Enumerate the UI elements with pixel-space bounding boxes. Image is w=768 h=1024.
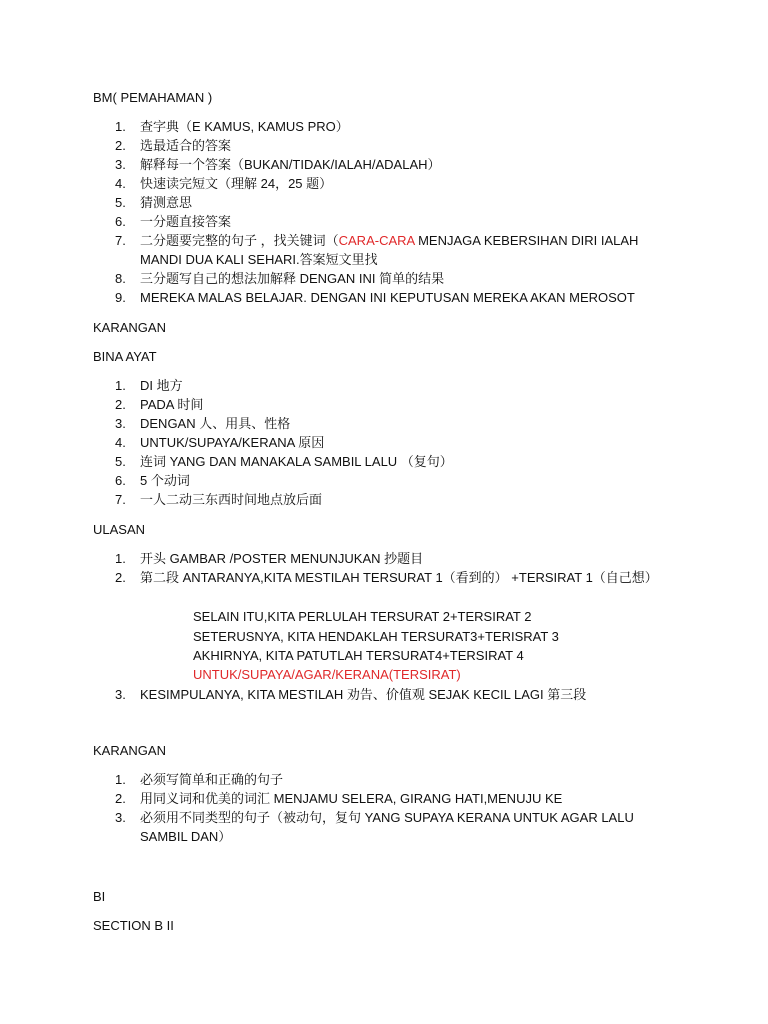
list-text: 查字典（E KAMUS, KAMUS PRO） [140, 119, 349, 134]
list-item [93, 174, 683, 193]
list-number: 6. [115, 214, 126, 229]
list-number: 4. [115, 176, 126, 191]
list-item [93, 490, 683, 509]
list-item [93, 770, 683, 789]
list-text: MEREKA MALAS BELAJAR. DENGAN INI KEPUTUSAN MEREKA AKAN MEROSOT [140, 290, 635, 305]
list-number: 7. [115, 492, 126, 507]
list-number: 1. [115, 551, 126, 566]
list-bm-pemahaman [93, 117, 683, 307]
heading-ulasan: ULASAN [93, 522, 146, 537]
list-number: 6. [115, 473, 126, 488]
list-item [93, 288, 683, 307]
list-number: 2. [115, 791, 126, 806]
list-item [93, 193, 683, 212]
list-item [93, 155, 683, 174]
list-item [93, 395, 683, 414]
list-item [93, 376, 683, 395]
list-item [93, 808, 683, 846]
list-number: 3. [115, 687, 126, 702]
list-text: 二分题要完整的句子 ，找关键词（ [140, 233, 339, 248]
list-text: PADA 时间 [140, 397, 204, 412]
list-item [93, 117, 683, 136]
list-number: 9. [115, 290, 126, 305]
list-text: 三分题写自己的想法加解释 DENGAN INI 简单的结果 [140, 271, 445, 286]
list-number: 3. [115, 157, 126, 172]
list-item [93, 231, 683, 269]
heading-bm-pemahaman: BM( PEMAHAMAN ) [93, 90, 213, 105]
list-number: 8. [115, 271, 126, 286]
list-text: 选最适合的答案 [140, 138, 232, 153]
list-number: 1. [115, 119, 126, 134]
list-item [93, 269, 683, 288]
list-text: DI 地方 [140, 378, 183, 393]
list-number: 3. [115, 810, 126, 825]
list-item [93, 212, 683, 231]
list-text: 快速读完短文（理解 24，25 题） [140, 176, 333, 191]
list-item [93, 433, 683, 452]
list-ulasan [93, 549, 683, 587]
list-number: 5. [115, 454, 126, 469]
list-text: 解释每一个答案（BUKAN/TIDAK/IALAH/ADALAH） [140, 157, 441, 172]
list-item [93, 414, 683, 433]
list-text: 一分题直接答案 [140, 214, 232, 229]
list-ulasan-conclusion [93, 685, 683, 704]
list-text: MENJAGA KEBERSIHAN DIRI IALAH MANDI DUA KALI SEHARI.答案短文里找 [140, 233, 639, 267]
list-text: 5 个动词 [140, 473, 190, 488]
list-number: 2. [115, 138, 126, 153]
ulasan-sub-line-highlight: UNTUK/SUPAYA/AGAR/KERANA(TERSIRAT) [193, 667, 461, 682]
heading-karangan-2: KARANGAN [93, 743, 166, 758]
list-text: UNTUK/SUPAYA/KERANA 原因 [140, 435, 325, 450]
list-number: 1. [115, 772, 126, 787]
list-item [93, 685, 683, 704]
list-item [93, 471, 683, 490]
heading-bi: BI [93, 889, 106, 904]
ulasan-sub-line: AKHIRNYA, KITA PATUTLAH TERSURAT4+TERSIRAT 4 [193, 648, 524, 663]
list-number: 3. [115, 416, 126, 431]
list-text: KESIMPULANYA, KITA MESTILAH 劝告、价值观 SEJAK KECIL LAGI 第三段 [140, 687, 587, 702]
list-number: 1. [115, 378, 126, 393]
list-text: 必须用不同类型的句子（被动句，复句 YANG SUPAYA KERANA UNTUK AGAR LALU SAMBIL DAN） [140, 810, 634, 844]
list-number: 2. [115, 397, 126, 412]
list-text: 用同义词和优美的词汇 MENJAMU SELERA, GIRANG HATI,MENUJU KE [140, 791, 563, 806]
list-number: 4. [115, 435, 126, 450]
ulasan-sub-line: SETERUSNYA, KITA HENDAKLAH TERSURAT3+TERISRAT 3 [193, 629, 559, 644]
list-text: 开头 GAMBAR /POSTER MENUNJUKAN 抄题目 [140, 551, 424, 566]
list-text: 必须写简单和正确的句子 [140, 772, 284, 787]
list-text: 第二段 ANTARANYA,KITA MESTILAH TERSURAT 1（看到的） +TERSIRAT 1（自己想） [140, 570, 658, 585]
list-item [93, 549, 683, 568]
heading-section-b-ii: SECTION B II [93, 918, 174, 933]
list-text: 猜测意思 [140, 195, 193, 210]
list-karangan [93, 770, 683, 846]
list-item [93, 568, 683, 587]
heading-bina-ayat: BINA AYAT [93, 349, 157, 364]
list-item [93, 789, 683, 808]
list-text: 连词 YANG DAN MANAKALA SAMBIL LALU （复句） [140, 454, 453, 469]
list-text: 一人二动三东西时间地点放后面 [140, 492, 323, 507]
list-item [93, 452, 683, 471]
heading-karangan: KARANGAN [93, 320, 166, 335]
list-bina-ayat [93, 376, 683, 509]
list-item [93, 136, 683, 155]
list-number: 2. [115, 570, 126, 585]
highlight-text: CARA-CARA [338, 233, 415, 248]
list-number: 5. [115, 195, 126, 210]
list-text: DENGAN 人、用具、性格 [140, 416, 291, 431]
ulasan-sub-line: SELAIN ITU,KITA PERLULAH TERSURAT 2+TERSIRAT 2 [193, 609, 532, 624]
list-number: 7. [115, 233, 126, 248]
